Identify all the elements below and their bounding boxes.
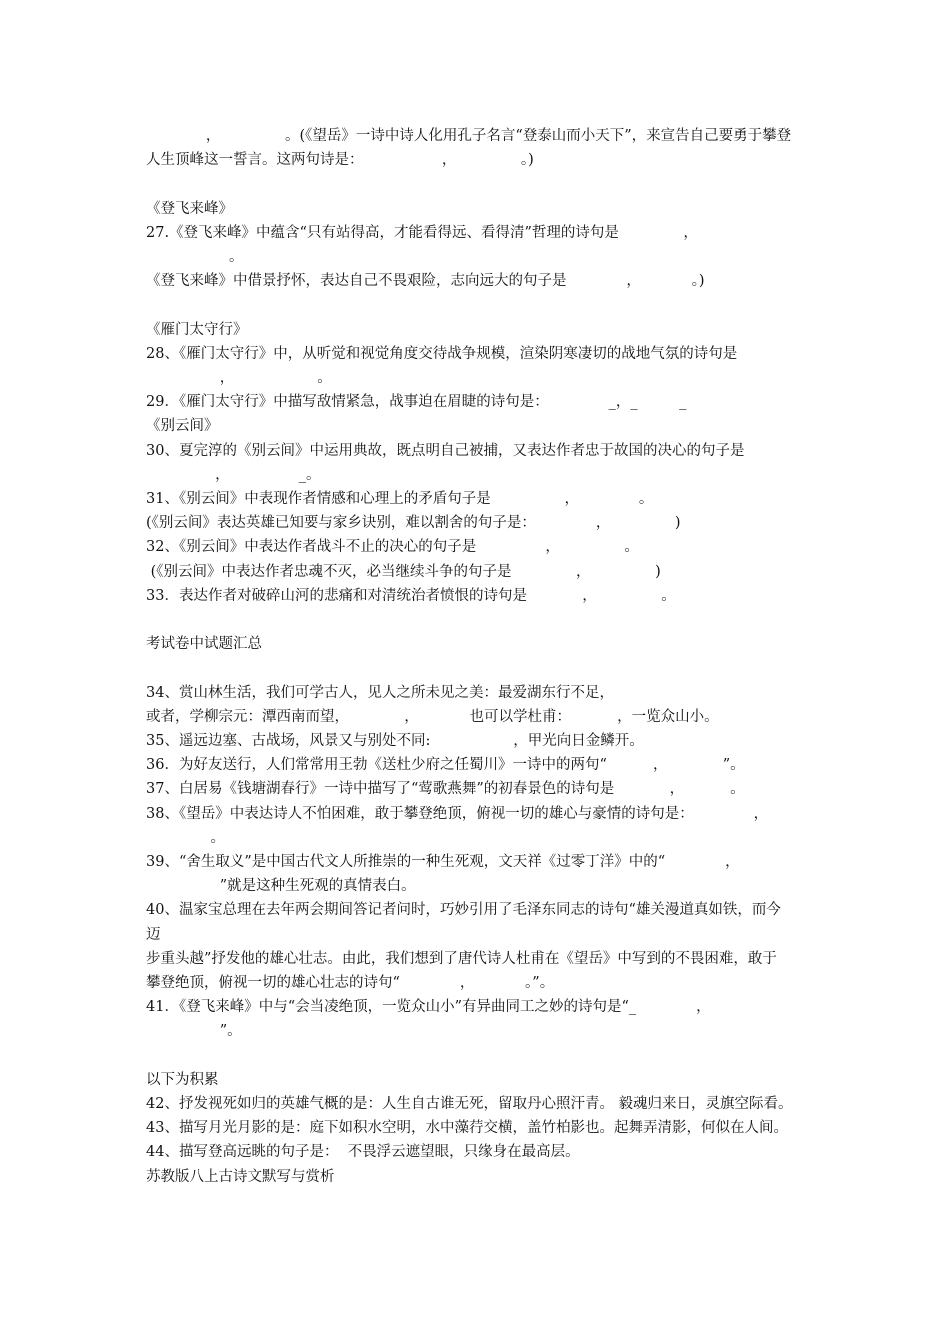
text-line: 《雁门太守行》 [146,321,248,338]
text-line: 40、温家宝总理在去年两会期间答记者问时，巧妙引用了毛泽东同志的诗句“雄关漫道真如铁，而今 [146,902,781,919]
text-line: 34、赏山林生活，我们可学古人，见人之所未见之美：最爱湖东行不足， [146,684,614,701]
text-line: 36．为好友送行，人们常常用王勃《送杜少府之任蜀川》一诗中的两句“ ， ”。 [146,757,745,774]
text-line: 27.《登飞来峰》中蕴含“只有站得高，才能看得远、看得清”哲理的诗句是 ， [146,224,698,241]
text-line: 步重头越”抒发他的雄心壮志。由此，我们想到了唐代诗人杜甫在《望岳》中写到的不畏困难，敢于 [146,950,777,967]
text-line: 《别云间》 [146,418,219,435]
text-line: 。 [146,829,226,846]
text-line: 28、《雁门太守行》中，从听觉和视觉角度交待战争规模，渲染阴寒凄切的战地气氛的诗句是 [146,345,738,362]
text-line: ， 。 [146,370,332,386]
text-line: 人生顶峰这一誓言。这两句诗是： ， 。) [146,152,534,169]
text-line: (《别云间》中表达作者忠魂不灭，必当继续斗争的句子是 ， ) [146,563,661,580]
text-line: 35、遥远边塞、古战场，风景又与别处不同: ，甲光向日金鳞开。 [146,733,644,749]
text-line: 32、《别云间》中表达作者战斗不止的决心的句子是 ， 。 [146,539,639,556]
text-line: 或者，学柳宗元：潭西南而望， ， 也可以学杜甫： ，一览众山小。 [146,708,719,725]
text-line: 考试卷中试题汇总 [146,636,262,653]
text-line [146,608,890,632]
text-line: 攀登绝顶，俯视一切的雄心壮志的诗句“ ， 。”。 [146,975,555,991]
text-line: 。 [146,249,244,265]
text-line: 《登飞来峰》中借景抒怀，表达自己不畏艰险，志向远大的句子是 ， 。) [146,273,705,290]
text-line: ， 。(《望岳》一诗中诗人化用孔子名言“登泰山而小天下”，来宣告自己要勇于攀登 [146,128,792,144]
text-line: 苏教版八上古诗文默写与赏析 [146,1168,335,1185]
text-line: 43、描写月光月影的是：庭下如积水空明，水中藻荇交横，盖竹柏影也。起舞弄清影，何似在人间。 [146,1120,788,1137]
text-line: ， _。 [146,466,321,483]
text-line: 41．《登飞来峰》中与“会当凌绝顶，一览众山小”有异曲同工之妙的诗句是“_ ， [146,999,711,1016]
text-line: 42、抒发视死如归的英雄气概的是：人生自古谁无死，留取丹心照汗青。 毅魂归来日，灵旗空际看。 [146,1096,793,1112]
text-line: (《别云间》表达英雄已知要与家乡诀别，难以割舍的句子是： ， ) [146,515,681,532]
text-line: 以下为积累 [146,1071,219,1088]
text-line: 30、夏完淳的《别云间》中运用典故，既点明自己被捕，又表达作者忠于故国的决心的句子是 [146,442,745,459]
text-line: ”。 [146,1023,242,1040]
text-line [146,1044,890,1068]
text-line: 33．表达作者对破碎山河的悲痛和对清统治者愤恨的诗句是 ， 。 [146,587,676,604]
text-line: 39、“舍生取义”是中国古代文人所推崇的一种生死观，文天祥《过零丁洋》中的“ ， [146,854,740,870]
text-line [146,293,890,317]
text-line [146,656,890,680]
text-line: 迈 [146,926,161,943]
text-line: 《登飞来峰》 [146,200,233,217]
text-line: 37、白居易《钱塘湖春行》一诗中描写了“莺歌燕舞”的初春景色的诗句是 ， 。 [146,781,745,798]
text-line: 44、描写登高远眺的句子是： 不畏浮云遮望眼，只缘身在最高层。 [146,1144,580,1161]
text-line: 31、《别云间》中表现作者情感和心理上的矛盾句子是 ， 。 [146,491,654,507]
text-line: 29．《雁门太守行》中描写敌情紧急，战事迫在眉睫的诗句是： _，_ _ [146,394,687,411]
text-line: ”就是这种生死观的真情表白。 [146,878,416,895]
text-line [146,172,890,196]
text-line: 38、《望岳》中表达诗人不怕困难，敢于攀登绝顶，俯视一切的雄心与豪情的诗句是： ， [146,805,769,822]
